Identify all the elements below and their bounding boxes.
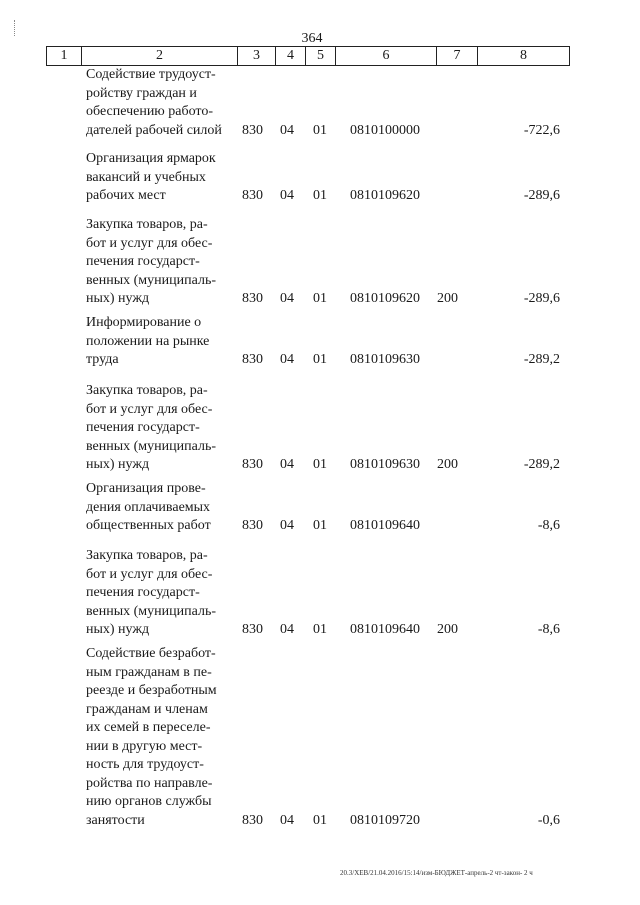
description-line: реезде и безработным [86, 683, 217, 698]
row-description [86, 66, 228, 140]
description-line: Закупка товаров, ра- [86, 548, 208, 563]
row-description [86, 314, 228, 370]
cell-col-8: -8,6 [537, 622, 560, 637]
description-line: ных) нужд [86, 457, 150, 472]
cell-col-5: 01 [313, 188, 327, 203]
row-description [86, 547, 228, 640]
cell-col-3: 830 [242, 518, 263, 533]
cell-col-8: -289,6 [523, 291, 560, 306]
page-number: 364 [301, 31, 323, 46]
description-line: Содействие безработ- [86, 646, 216, 661]
description-line: венных (муниципаль- [86, 438, 216, 454]
description-line: общественных работ [86, 518, 211, 533]
cell-col-5: 01 [313, 812, 327, 828]
cell-col-3: 830 [242, 622, 263, 637]
column-header-table [46, 46, 570, 66]
description-line: нии в другую мест- [86, 738, 203, 754]
row-description [86, 645, 228, 830]
description-line: бот и услуг для обес- [86, 235, 213, 251]
cell-col-7: 200 [437, 457, 458, 472]
cell-col-8: -289,2 [523, 352, 560, 367]
column-header-2: 2 [82, 47, 238, 66]
cell-col-4: 04 [280, 352, 294, 367]
description-line: венных (муниципаль- [86, 272, 216, 288]
description-line: Организация прове- [86, 481, 206, 496]
cell-col-4: 04 [280, 518, 294, 533]
cell-col-5: 01 [313, 518, 327, 533]
cell-col-6: 0810109620 [350, 188, 420, 203]
cell-col-4: 04 [280, 122, 294, 138]
column-header-8: 8 [478, 47, 570, 66]
description-line: рабочих мест [86, 188, 166, 203]
cell-col-4: 04 [280, 291, 294, 306]
cell-col-3: 830 [242, 457, 263, 472]
row-description [86, 382, 228, 475]
cell-col-8: -289,6 [523, 188, 560, 203]
cell-col-4: 04 [280, 812, 294, 828]
description-line: гражданам и членам [86, 701, 208, 717]
cell-col-6: 0810109630 [350, 352, 420, 367]
description-line: Содействие трудоуст- [86, 67, 216, 82]
cell-col-5: 01 [313, 622, 327, 637]
column-header-7: 7 [437, 47, 478, 66]
column-header-4: 4 [276, 47, 306, 66]
column-header-6: 6 [336, 47, 437, 66]
description-line: ность для трудоуст- [86, 757, 204, 772]
description-line: обеспечению работо- [86, 104, 214, 119]
description-line: дателей рабочей силой [86, 122, 222, 138]
row-description [86, 216, 228, 309]
cell-col-3: 830 [242, 122, 263, 138]
cell-col-6: 0810109640 [350, 622, 420, 637]
cell-col-7: 200 [437, 291, 458, 306]
description-line: бот и услуг для обес- [86, 401, 213, 417]
cell-col-5: 01 [313, 291, 327, 306]
cell-col-5: 01 [313, 352, 327, 367]
cell-col-5: 01 [313, 457, 327, 472]
description-line: Закупка товаров, ра- [86, 217, 208, 232]
row-description [86, 150, 228, 206]
description-line: ных) нужд [86, 622, 150, 637]
description-line: их семей в переселе- [86, 720, 211, 735]
description-line: вакансий и учебных [86, 169, 206, 185]
description-line: печения государст- [86, 254, 200, 269]
description-line: ройства по направле- [86, 775, 213, 791]
description-line: дения оплачиваемых [86, 499, 211, 515]
cell-col-8: -8,6 [537, 518, 560, 533]
description-line: занятости [86, 812, 145, 828]
description-line: Закупка товаров, ра- [86, 383, 208, 398]
row-description [86, 480, 228, 536]
cell-col-5: 01 [313, 122, 327, 138]
description-line: ных) нужд [86, 291, 150, 306]
cell-col-6: 0810109630 [350, 457, 420, 472]
column-header-1: 1 [47, 47, 82, 66]
cell-col-3: 830 [242, 812, 263, 828]
cell-col-8: -722,6 [523, 122, 560, 138]
cell-col-3: 830 [242, 188, 263, 203]
cell-col-6: 0810109620 [350, 291, 420, 306]
cell-col-4: 04 [280, 622, 294, 637]
cell-col-8: -0,6 [537, 812, 560, 828]
description-line: труда [86, 352, 119, 367]
description-line: печения государст- [86, 420, 200, 435]
column-header-5: 5 [306, 47, 336, 66]
cell-col-4: 04 [280, 188, 294, 203]
cell-col-7: 200 [437, 622, 458, 637]
cell-col-4: 04 [280, 457, 294, 472]
cell-col-3: 830 [242, 291, 263, 306]
column-header-3: 3 [238, 47, 276, 66]
cell-col-8: -289,2 [523, 457, 560, 472]
description-line: Информирование о [86, 315, 202, 330]
scan-mark [14, 20, 17, 36]
cell-col-6: 0810109640 [350, 518, 420, 533]
cell-col-6: 0810100000 [350, 122, 420, 138]
description-line: печения государст- [86, 585, 200, 600]
description-line: Организация ярмарок [86, 151, 216, 166]
description-line: положении на рынке [86, 333, 210, 349]
description-line: нию органов службы [86, 794, 212, 809]
description-line: ройству граждан и [86, 85, 197, 101]
cell-col-6: 0810109720 [350, 812, 420, 828]
cell-col-3: 830 [242, 352, 263, 367]
description-line: ным гражданам в пе- [86, 664, 212, 680]
description-line: бот и услуг для обес- [86, 566, 213, 582]
description-line: венных (муниципаль- [86, 603, 216, 619]
footer-note: 20.3/ХЕВ/21.04.2016/15:14/изм-БЮДЖЕТ-апрель-2 чт-закон- 2 ч [340, 869, 533, 877]
